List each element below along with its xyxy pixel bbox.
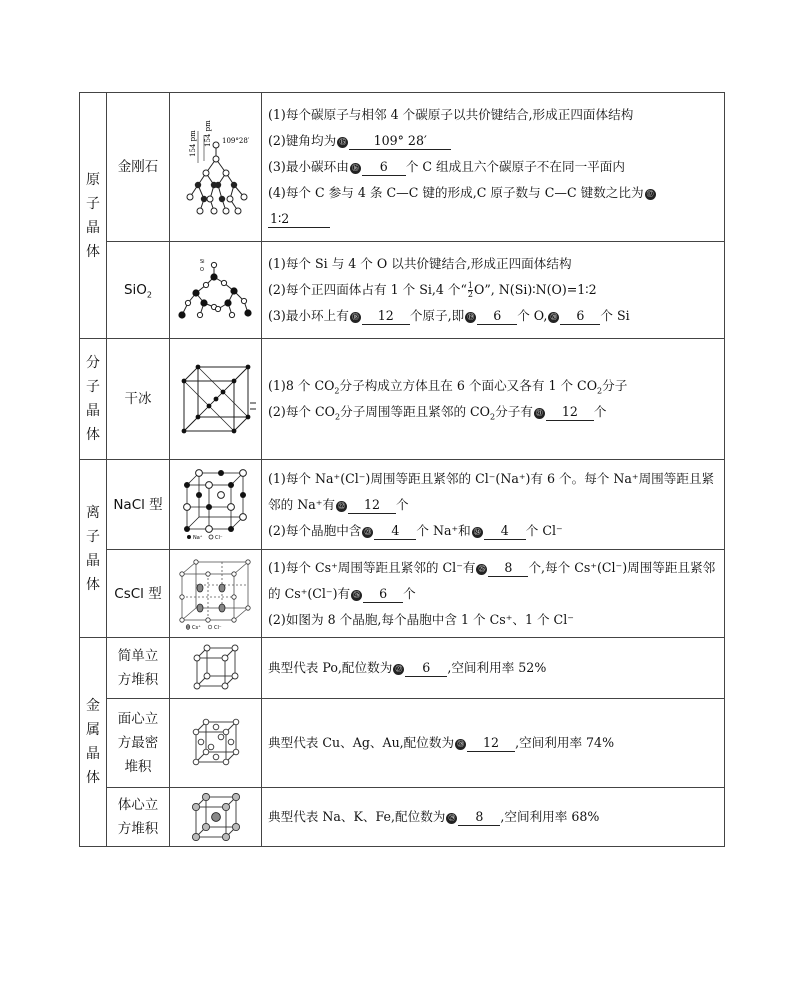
crystal-name-dry-ice: 干冰 <box>107 339 170 460</box>
diamond-point-4: (4)每个 C 参与 4 条 C—C 键的形成,C 原子数与 C—C 键数之比为 ⑰ <box>268 185 654 200</box>
category-metallic-crystal <box>80 638 107 847</box>
diamond-structure-figure <box>174 117 258 217</box>
blank-number-badge: ㉗ <box>395 665 403 673</box>
blank-number-badge: ㉘ <box>457 740 465 748</box>
bcc-text: 典型代表 Na、K、Fe,配位数为 ㉙ 8 ,空间利用率 68% <box>268 809 600 824</box>
answer-blank: 8 <box>488 559 528 577</box>
fcc-text: 典型代表 Cu、Ag、Au,配位数为 ㉘ 12 ,空间利用率 74% <box>268 735 615 750</box>
dry-ice-figure-cell <box>170 339 262 460</box>
blank-number-badge: ⑮ <box>339 138 347 146</box>
dry-ice-point-1: (1)8 个 $CO_2$分子构成立方体且在 6 个面心又各有 1 个 $CO_2$分子 <box>268 378 628 396</box>
blank-number-badge: ⑯ <box>351 164 359 172</box>
answer-blank: 109° 28′ <box>349 132 451 150</box>
category-molecular-crystal <box>80 339 107 460</box>
blank-number-badge: ㉒ <box>337 501 345 510</box>
category-char: 分 <box>86 355 100 371</box>
blank-number-badge: ⑲ <box>467 313 475 321</box>
fcc-figure <box>190 718 242 768</box>
table-row-nacl <box>80 460 725 550</box>
category-char: 属 <box>86 722 100 738</box>
table-row-fcc <box>80 699 725 788</box>
sio2-point-1: (1)每个 Si 与 4 个 O 以共价键结合,形成正四面体结构 <box>268 256 572 271</box>
bcc-figure-cell <box>170 788 262 847</box>
crystal-name-sio2: SiO$_2$ <box>107 242 170 339</box>
table-row-diamond <box>80 93 725 242</box>
category-char: 原 <box>86 171 100 188</box>
diamond-point-4-answer <box>268 206 720 232</box>
crystal-name-nacl: NaCl 型 <box>107 460 170 550</box>
category-char: 晶 <box>86 746 100 762</box>
cscl-structure-figure <box>178 558 254 630</box>
category-char: 晶 <box>86 403 100 419</box>
answer-blank: 12 <box>362 307 410 325</box>
diamond-point-3: (3)最小碳环由 ⑯ 6 个 C 组成且六个碳原子不在同一平面内 <box>268 159 625 174</box>
diamond-point-1: (1)每个碳原子与相邻 4 个碳原子以共价键结合,形成正四面体结构 <box>268 107 634 122</box>
table-row-cscl <box>80 550 725 638</box>
simple-cubic-figure-cell <box>170 638 262 699</box>
category-char: 体 <box>86 243 100 260</box>
sio2-point-3: (3)最小环上有 ⑱ 12 个原子,即 ⑲ 6 个 O, ⑳ 6 个 Si <box>268 308 630 323</box>
category-char: 体 <box>86 770 100 786</box>
fcc-figure-cell <box>170 699 262 788</box>
cscl-figure-cell <box>170 550 262 638</box>
nacl-point-1: (1)每个 Na⁺(Cl⁻)周围等距且紧邻的 Cl⁻(Na⁺)有 6 个。每个 Na⁺周围等距且紧邻的 Na⁺有 ㉒ 12 个 <box>268 470 715 512</box>
table-row-sio2 <box>80 242 725 339</box>
table-row-bcc <box>80 788 725 847</box>
dry-ice-point-2: (2)每个 $CO_2$分子周围等距且紧邻的 $CO_2$分子有 ㉑ 12 个 <box>268 404 607 422</box>
sio2-description <box>262 242 725 339</box>
category-char: 子 <box>86 528 100 545</box>
answer-blank: 12 <box>546 403 594 421</box>
table-row-simple-cubic <box>80 638 725 699</box>
blank-number-badge: ⑱ <box>351 313 359 321</box>
category-char: 金 <box>86 698 100 714</box>
answer-blank: 12 <box>348 496 396 514</box>
category-char: 子 <box>86 379 100 395</box>
fraction: $\frac{1}{2}$ <box>467 281 474 299</box>
category-char: 晶 <box>86 552 100 569</box>
blank-number-badge: ㉑ <box>535 409 543 417</box>
category-char: 子 <box>86 195 100 212</box>
table-row-dry-ice <box>80 339 725 460</box>
category-char: 体 <box>86 427 100 443</box>
blank-number-badge: ㉕ <box>478 564 486 573</box>
nacl-point-2: (2)每个晶胞中含 ㉓ 4 个 Na⁺和 ㉔ 4 个 Cl⁻ <box>268 522 563 538</box>
crystal-name-diamond: 金刚石 <box>107 93 170 242</box>
cscl-point-1: (1)每个 Cs⁺周围等距且紧邻的 Cl⁻有 ㉕ 8 个,每个 Cs⁺(Cl⁻)周围等距且紧邻的 Cs⁺(Cl⁻)有 ㉖ 6 个 <box>268 559 716 601</box>
dry-ice-structure-figure <box>174 359 258 439</box>
bond-length-label: 154 pm <box>188 130 197 157</box>
crystal-name-cscl: CsCl 型 <box>107 550 170 638</box>
answer-blank: 4 <box>374 522 416 540</box>
legend-cs: Cs⁺ <box>191 624 201 630</box>
answer-blank: 1∶2 <box>268 210 330 228</box>
cscl-point-2: (2)如图为 8 个晶胞,每个晶胞中含 1 个 Cs⁺、1 个 Cl⁻ <box>268 611 574 627</box>
blank-number-badge: ㉓ <box>364 527 372 536</box>
packing-name-simple-cubic: 简单立 方堆积 <box>107 638 170 699</box>
bond-length-label: 154 pm <box>203 120 212 147</box>
legend-cl: Cl⁻ <box>213 624 222 630</box>
legend-si: Si <box>199 259 205 265</box>
simple-cubic-figure <box>191 644 241 692</box>
answer-blank: 4 <box>484 522 526 540</box>
answer-blank: 6 <box>405 659 447 677</box>
cscl-description <box>262 550 725 638</box>
sio2-figure-cell <box>170 242 262 339</box>
bcc-figure <box>190 793 242 841</box>
category-char: 晶 <box>86 219 100 236</box>
simple-cubic-text: 典型代表 Po,配位数为 ㉗ 6 ,空间利用率 52% <box>268 660 547 675</box>
category-ionic-crystal <box>80 460 107 638</box>
blank-number-badge: ⑳ <box>550 313 558 321</box>
legend-cl: Cl⁻ <box>214 534 223 541</box>
dry-ice-description <box>262 339 725 460</box>
packing-name-fcc: 面心立 方最密 堆积 <box>107 699 170 788</box>
blank-number-badge: ㉖ <box>353 590 361 599</box>
nacl-description <box>262 460 725 550</box>
answer-blank: 12 <box>467 734 515 752</box>
answer-blank: 8 <box>458 808 500 826</box>
crystal-structure-table <box>79 92 725 847</box>
blank-number-badge: ⑰ <box>646 190 654 198</box>
legend-o: O <box>199 267 204 273</box>
bond-angle-label: 109°28′ <box>221 137 249 145</box>
category-atomic-crystal <box>80 93 107 339</box>
sio2-point-2: (2)每个正四面体占有 1 个 Si,4 个“ $\frac{1}{2}$ O”, N(Si)∶N(O)=1∶2 <box>268 281 597 299</box>
answer-blank: 6 <box>560 307 600 325</box>
answer-blank: 6 <box>362 158 406 176</box>
sio2-structure-figure <box>174 255 258 325</box>
answer-blank: 6 <box>363 585 403 603</box>
legend-na: Na⁺ <box>192 534 202 541</box>
diamond-description <box>262 93 725 242</box>
blank-number-badge: ㉙ <box>448 814 456 822</box>
diamond-point-2: (2)键角均为 ⑮ 109° 28′ <box>268 128 720 154</box>
simple-cubic-description <box>262 638 725 699</box>
category-char: 离 <box>86 504 100 521</box>
blank-number-badge: ㉔ <box>473 527 481 536</box>
category-char: 体 <box>86 576 100 593</box>
answer-blank: 6 <box>477 307 517 325</box>
diamond-figure-cell <box>170 93 262 242</box>
nacl-structure-figure <box>181 469 251 541</box>
fcc-description <box>262 699 725 788</box>
bcc-description <box>262 788 725 847</box>
packing-name-bcc: 体心立 方堆积 <box>107 788 170 847</box>
nacl-figure-cell <box>170 460 262 550</box>
